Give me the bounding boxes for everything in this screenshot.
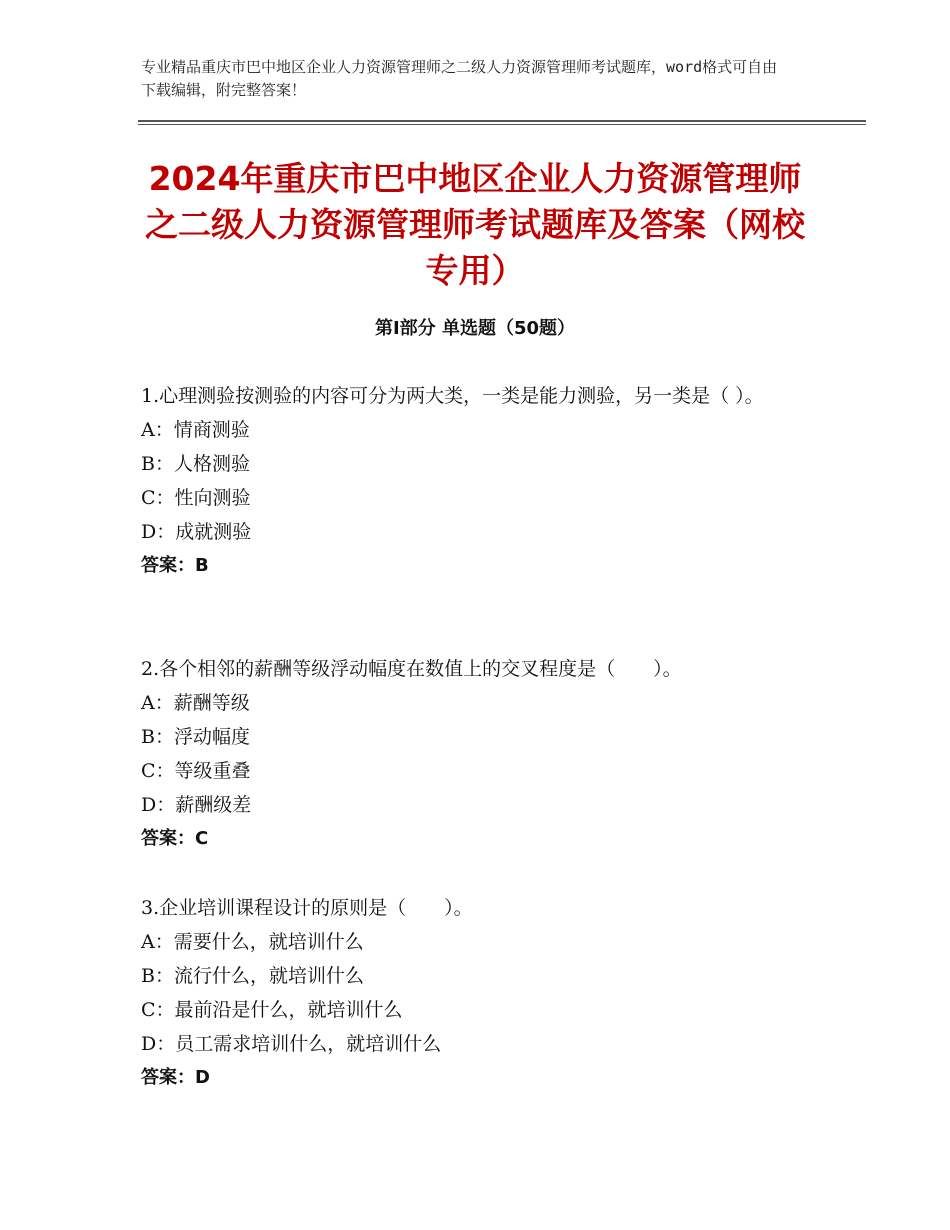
- option-b: B：浮动幅度: [141, 726, 250, 748]
- option-c: C：等级重叠: [141, 760, 251, 782]
- question-3: [141, 891, 821, 1095]
- option-c: C：最前沿是什么，就培训什么: [141, 999, 403, 1021]
- option-d: D：薪酬级差: [141, 794, 252, 816]
- question-1: [141, 379, 821, 583]
- header-divider-thin: [138, 124, 866, 125]
- answer: 答案：C: [141, 828, 209, 849]
- header-note: 专业精品重庆市巴中地区企业人力资源管理师之二级人力资源管理师考试题库，word格式可自由下载编辑，附完整答案！: [141, 58, 778, 99]
- answer: 答案：D: [141, 1067, 210, 1088]
- question-stem: 1.心理测验按测验的内容可分为两大类，一类是能力测验，另一类是（ ）。: [141, 385, 764, 407]
- option-b: B：流行什么，就培训什么: [141, 965, 364, 987]
- option-c: C：性向测验: [141, 487, 251, 509]
- answer: 答案：B: [141, 555, 209, 576]
- option-d: D：员工需求培训什么，就培训什么: [141, 1033, 442, 1055]
- question-stem: 2.各个相邻的薪酬等级浮动幅度在数值上的交叉程度是（ ）。: [141, 658, 682, 680]
- option-d: D：成就测验: [141, 521, 252, 543]
- option-b: B：人格测验: [141, 453, 250, 475]
- option-a: A：情商测验: [141, 419, 250, 441]
- section-heading: 第Ⅰ部分 单选题（50题）: [374, 318, 575, 339]
- question-stem: 3.企业培训课程设计的原则是（ ）。: [141, 897, 473, 919]
- question-2: [141, 652, 821, 856]
- document-title: 2024年重庆市巴中地区企业人力资源管理师之二级人力资源管理师考试题库及答案（网校专用）: [145, 159, 805, 290]
- option-a: A：需要什么，就培训什么: [141, 931, 364, 953]
- option-a: A：薪酬等级: [141, 692, 250, 714]
- header-divider: [138, 120, 866, 122]
